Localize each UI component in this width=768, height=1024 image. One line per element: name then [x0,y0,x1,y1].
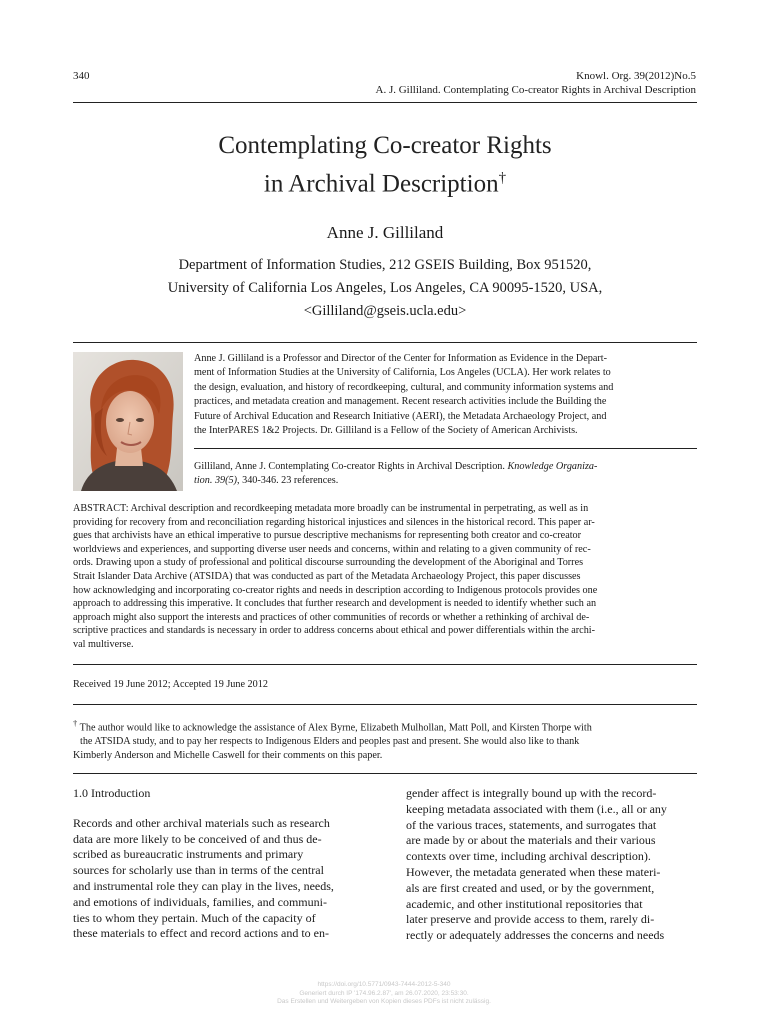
abstract-line: approach to addressing this imperative. It concludes that further research and development is needed to identify whether such an [73,598,597,610]
citation [194,460,696,489]
body-line: of the various traces, statements, and surrogates that [406,817,657,832]
body-line: keeping metadata associated with them (i.e., all or any [406,801,667,816]
bio-line: ment of Information Studies at the University of California, Los Angeles (UCLA). Her work relates to [194,367,611,379]
body-line: rectly or adequately addresses the concerns and needs [406,928,665,943]
abstract-line: gues that archivists have an ethical imperative to pursue descriptive mechanisms for representing both creator and co-creator [73,530,582,542]
bio-line: practices, and metadata creation and management. Recent research activities include the Building the [194,396,607,408]
body-left-column [73,786,363,942]
doi-watermark [0,981,768,1007]
abstract-line: scriptive practices and standards is necessary in order to address concerns about ethical and power differentials within the archi- [73,625,596,637]
affiliation-line1: Department of Information Studies, 212 GSEIS Building, Box 951520, [178,257,592,273]
footnote-line: the ATSIDA study, and to pay her respects to Indigenous Elders and peoples past and present. She would also like to thank [80,735,580,747]
body-line: and instrumental role they can play in the lives, needs, [73,878,334,893]
body-line: ties to whom they pertain. Much of the capacity of [73,910,316,925]
acknowledgement-footnote [73,717,697,762]
affiliation-email: <Gilliland@gseis.ucla.edu> [303,303,467,319]
affiliation-line2: University of California Los Angeles, Los Angeles, CA 90095-1520, USA, [167,280,603,296]
title-text: in Archival Description [263,170,499,198]
abstract-line: Strait Islander Data Archive (ATSIDA) that was conducted as part of the Metadata Archaeology Project, this paper discusses [73,570,581,582]
footnote-line: The author would like to acknowledge the assistance of Alex Byrne, Elizabeth Mulhollan, Matt Poll, and Kirsten Thorpe with [79,722,592,734]
title-dagger: † [498,170,507,186]
author-bio [194,352,696,438]
footer-doi: https://doi.org/10.5771/0943-7444-2012-5-340 [317,981,451,988]
author-name: Anne J. Gilliland [326,223,444,242]
citation-pages: , 340-346. 23 references. [237,475,339,487]
bio-citation-rule [194,448,697,449]
abstract-line: ABSTRACT: Archival description and recordkeeping metadata more broadly can be instrumental in perpetrating, as well as in [73,503,589,514]
bio-line: Anne J. Gilliland is a Professor and Director of the Center for Information as Evidence in the Depart- [194,353,608,364]
abstract-line: providing for recovery from and reconciliation regarding historical injustices and silences in the historical record. This paper ar- [73,516,595,528]
body-right-column [406,786,696,944]
body-line: scribed as bureaucratic instruments and primary [73,847,304,862]
body-line: data are more likely to be conceived of and thus de- [73,831,322,846]
section-heading: 1.0 Introduction [73,786,151,800]
citation-journal: Knowledge Organiza- [507,461,598,472]
abstract-line: ords. Drawing upon a study of professional and political discourse surrounding the development of the Aboriginal and Torres [73,557,584,569]
footer-notice: Das Erstellen und Weitergeben von Kopien dieses PDFs ist nicht zulässig. [277,998,491,1005]
citation-text: Gilliland, Anne J. Contemplating Co-creator Rights in Archival Description. [194,461,508,472]
body-line: are made by or about the materials and their various [406,833,656,848]
abstract-line: val multiverse. [73,638,134,650]
author-portrait-image [73,352,183,491]
article-title-line2 [73,162,697,200]
header-rule [73,102,697,103]
author-photo [73,352,183,491]
body-line: academic, and other institutional repositories that [406,896,643,911]
journal-issue: Knowl. Org. 39(2012)No.5 [576,70,696,82]
article-title-line1: Contemplating Co-creator Rights [218,132,552,159]
body-line: Records and other archival materials such as research [73,815,330,830]
running-title: A. J. Gilliland. Contemplating Co-creator Rights in Archival Description [375,84,696,96]
received-dates: Received 19 June 2012; Accepted 19 June 2012 [73,679,268,690]
abstract [73,502,697,652]
footnote-top-rule [73,704,697,705]
abstract-line: how acknowledging and incorporating co-creator rights and needs in description according to Indigenous protocols provides one [73,584,598,596]
bio-line: the design, evaluation, and history of recordkeeping, cultural, and community information systems and [194,381,614,393]
body-line: later preserve and provide access to them, rarely di- [406,912,655,927]
body-line: contexts over time, including archival description). [406,849,651,864]
footnote-line: Kimberly Anderson and Michelle Caswell for their comments on this paper. [73,749,383,761]
body-line: als are first created and used, or by the government, [406,880,655,895]
page-number: 340 [73,70,90,82]
body-line: gender affect is integrally bound up with the record- [406,786,657,800]
body-top-rule [73,773,697,774]
body-line: sources for scholarly use than in terms of the central [73,863,324,878]
bio-top-rule [73,342,697,343]
abstract-line: approach might also support the interests and practices of other communities of records or whether a rethinking of archival de- [73,611,590,623]
body-line: these materials to effect and record actions and to en- [73,926,330,941]
footer-ip: Generiert durch IP '174.96.2.87', am 26.07.2020, 23:53:30. [299,989,469,997]
abstract-bottom-rule [73,664,697,665]
bio-line: the InterPARES 1&2 Projects. Dr. Gilliland is a Fellow of the Society of American Archivists. [194,425,578,437]
bio-line: Future of Archival Education and Research Initiative (AERI), the Metadata Archaeology Project, and [194,410,607,422]
body-line: However, the metadata generated when these materi- [406,864,661,879]
citation-volume: tion. 39(5) [194,475,238,487]
footnote-dagger: † [73,718,78,728]
abstract-line: worldviews and experiences, and supporting diverse user needs and concerns, within and relating to a given community of rec- [73,543,591,555]
body-line: and emotions of individuals, families, and communi- [73,894,327,909]
